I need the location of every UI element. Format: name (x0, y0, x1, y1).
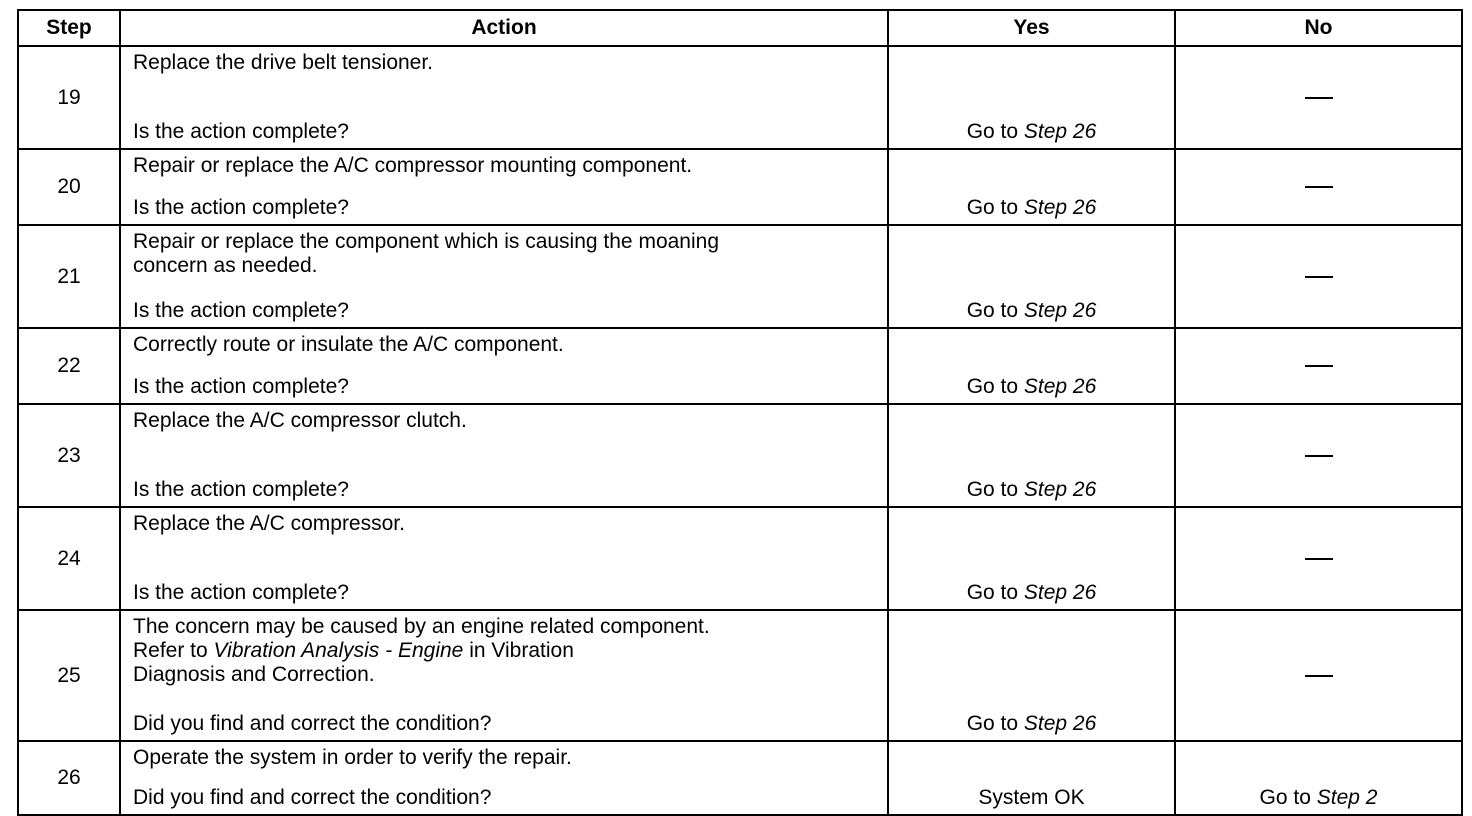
yes-step-link[interactable]: Step 26 (1023, 375, 1097, 398)
yes-cell (888, 610, 1175, 741)
action-question: Is the action complete? (133, 299, 349, 322)
no-cell (1175, 328, 1462, 404)
yes-step-link[interactable]: Step 26 (1023, 581, 1097, 604)
action-cell (120, 507, 888, 610)
vibration-analysis-link[interactable]: Vibration Analysis - Engine (213, 639, 464, 662)
action-question: Is the action complete? (133, 120, 349, 143)
dash-mark (1305, 455, 1333, 457)
reference-prefix: Refer to (133, 639, 214, 662)
action-text: Operate the system in order to verify the repair. (133, 746, 572, 769)
table-header-row (18, 10, 1462, 46)
action-question: Is the action complete? (133, 375, 349, 398)
reference-suffix: in Vibration (463, 639, 574, 662)
yes-cell (888, 507, 1175, 610)
action-cell (120, 225, 888, 328)
table-row (18, 225, 1462, 328)
no-cell (1175, 404, 1462, 507)
action-text: Replace the drive belt tensioner. (133, 51, 434, 74)
action-cell (120, 46, 888, 149)
action-text: Repair or replace the component which is causing the moaning (133, 230, 720, 253)
action-question: Is the action complete? (133, 581, 349, 604)
yes-prefix: Go to (966, 581, 1024, 604)
no-cell (1175, 610, 1462, 741)
yes-prefix: Go to (966, 712, 1024, 735)
no-step-link[interactable]: Step 2 (1316, 786, 1378, 809)
action-question: Did you find and correct the condition? (133, 786, 492, 809)
no-cell (1175, 741, 1462, 815)
table-row (18, 328, 1462, 404)
yes-prefix: Go to (966, 196, 1024, 219)
dash-mark (1305, 97, 1333, 99)
header-no: No (1175, 10, 1462, 46)
action-question: Is the action complete? (133, 196, 349, 219)
yes-prefix: Go to (966, 478, 1024, 501)
yes-step-link[interactable]: Step 26 (1023, 478, 1097, 501)
action-cell (120, 741, 888, 815)
action-cell (120, 404, 888, 507)
header-action: Action (120, 10, 888, 46)
no-cell (1175, 149, 1462, 225)
table-row (18, 404, 1462, 507)
action-text: Replace the A/C compressor. (133, 512, 405, 535)
no-cell (1175, 46, 1462, 149)
dash-mark (1305, 675, 1333, 677)
table-row (18, 610, 1462, 741)
dash-mark (1305, 276, 1333, 278)
yes-cell (888, 149, 1175, 225)
table-row (18, 46, 1462, 149)
yes-cell (888, 225, 1175, 328)
no-cell (1175, 225, 1462, 328)
yes-cell (888, 741, 1175, 815)
step-number: 25 (18, 610, 120, 741)
action-text-continued: concern as needed. (133, 254, 318, 277)
system-ok-text: System OK (978, 786, 1085, 809)
no-prefix: Go to (1259, 786, 1317, 809)
action-cell (120, 610, 888, 741)
step-number: 22 (18, 328, 120, 404)
no-cell (1175, 507, 1462, 610)
yes-prefix: Go to (966, 375, 1024, 398)
header-step: Step (18, 10, 120, 46)
dash-mark (1305, 365, 1333, 367)
dash-mark (1305, 186, 1333, 188)
table-row (18, 149, 1462, 225)
header-yes: Yes (888, 10, 1175, 46)
yes-step-link[interactable]: Step 26 (1023, 712, 1097, 735)
diagnostic-table (17, 9, 1463, 816)
step-number: 26 (18, 741, 120, 815)
yes-step-link[interactable]: Step 26 (1023, 196, 1097, 219)
yes-step-link[interactable]: Step 26 (1023, 299, 1097, 322)
yes-step-link[interactable]: Step 26 (1023, 120, 1097, 143)
action-cell (120, 149, 888, 225)
action-cell (120, 328, 888, 404)
step-number: 19 (18, 46, 120, 149)
yes-prefix: Go to (966, 120, 1024, 143)
yes-cell (888, 404, 1175, 507)
action-text: Correctly route or insulate the A/C component. (133, 333, 564, 356)
yes-cell (888, 46, 1175, 149)
step-number: 23 (18, 404, 120, 507)
table-row (18, 741, 1462, 815)
action-text-continued: Diagnosis and Correction. (133, 663, 375, 686)
action-text: Repair or replace the A/C compressor mounting component. (133, 154, 693, 177)
table-row (18, 507, 1462, 610)
yes-cell (888, 328, 1175, 404)
action-reference-line (133, 639, 877, 663)
action-question: Did you find and correct the condition? (133, 712, 492, 735)
action-text: Replace the A/C compressor clutch. (133, 409, 467, 432)
step-number: 21 (18, 225, 120, 328)
yes-prefix: Go to (966, 299, 1024, 322)
action-text: The concern may be caused by an engine related component. (133, 615, 710, 638)
action-question: Is the action complete? (133, 478, 349, 501)
step-number: 20 (18, 149, 120, 225)
step-number: 24 (18, 507, 120, 610)
dash-mark (1305, 558, 1333, 560)
